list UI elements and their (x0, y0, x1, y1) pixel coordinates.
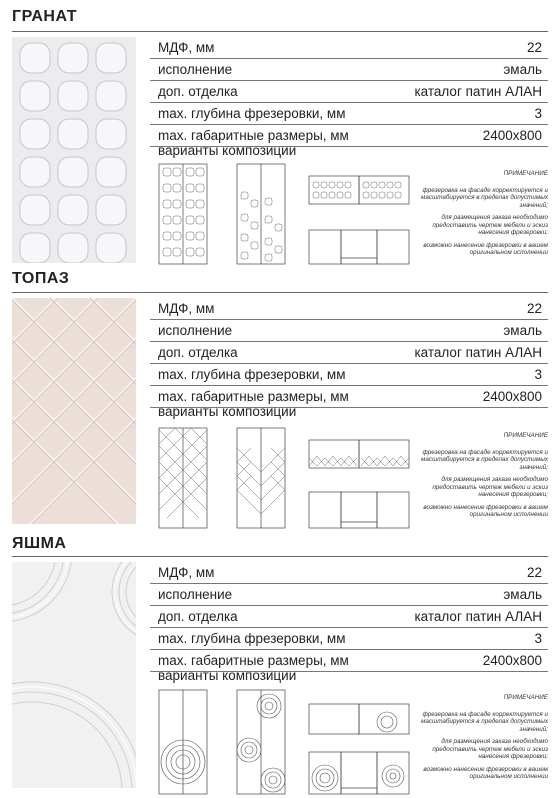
spec-row-finish (150, 584, 548, 606)
spec-label: max. габаритные размеры, мм (158, 128, 349, 143)
note-text: фрезеровка на фасаде корректируется и масштабируется в пределах допустимых значений; (421, 186, 548, 209)
spec-value: 3 (534, 106, 542, 121)
spec-row-depth (150, 628, 548, 650)
section-topaz (0, 266, 560, 532)
section-yashma (0, 532, 560, 798)
spec-label: доп. отделка (158, 609, 238, 624)
composition-title: варианты композиции (158, 668, 297, 683)
notes (410, 432, 548, 524)
divider (12, 292, 548, 293)
spec-value: 22 (526, 40, 542, 55)
spec-value: 2400x800 (482, 128, 542, 143)
spec-row-depth (150, 364, 548, 386)
composition-diagrams (155, 688, 415, 798)
note-text: возможно нанесение фрезеровки в вашем оригинальном исполнении (423, 765, 548, 780)
notes (410, 694, 548, 786)
spec-value: каталог патин АЛАН (414, 345, 542, 360)
spec-label: max. глубина фрезеровки, мм (158, 367, 346, 382)
spec-row-finish (150, 320, 548, 342)
spec-label: исполнение (158, 323, 233, 338)
spec-row-mdf (150, 562, 548, 584)
spec-row-mdf (150, 298, 548, 320)
spec-value: 22 (526, 301, 542, 316)
notes (410, 170, 548, 262)
spec-value: 2400x800 (482, 653, 542, 668)
material-swatch (12, 37, 136, 263)
spec-label: доп. отделка (158, 345, 238, 360)
spec-table (150, 562, 548, 672)
spec-value: каталог патин АЛАН (414, 84, 542, 99)
spec-value: 3 (534, 367, 542, 382)
composition-title: варианты композиции (158, 143, 297, 158)
spec-value: эмаль (503, 323, 542, 338)
spec-value: эмаль (503, 587, 542, 602)
note-text: для размещения заказа необходимо предоставить чертеж мебели и эскиз нанесения фрезеровки; (432, 476, 548, 498)
spec-label: МДФ, мм (158, 40, 215, 55)
spec-table (150, 298, 548, 408)
spec-value: эмаль (503, 62, 542, 77)
spec-label: исполнение (158, 587, 233, 602)
notes-heading: ПРИМЕЧАНИЕ (503, 432, 548, 439)
divider (12, 556, 548, 557)
section-title: ТОПАЗ (12, 270, 70, 287)
spec-row-finish (150, 59, 548, 81)
spec-row-depth (150, 103, 548, 125)
spec-label: исполнение (158, 62, 233, 77)
spec-label: МДФ, мм (158, 301, 215, 316)
divider (12, 31, 548, 32)
spec-label: доп. отделка (158, 84, 238, 99)
notes-heading: ПРИМЕЧАНИЕ (503, 170, 548, 177)
material-swatch (12, 562, 136, 788)
note-text: фрезеровка на фасаде корректируется и масштабируется в пределах допустимых значений; (421, 710, 548, 733)
section-title: ГРАНАТ (12, 8, 77, 25)
spec-table (150, 37, 548, 147)
spec-label: max. габаритные размеры, мм (158, 653, 349, 668)
spec-label: max. глубина фрезеровки, мм (158, 106, 346, 121)
spec-value: 2400x800 (482, 389, 542, 404)
section-title: ЯШМА (12, 535, 67, 552)
spec-label: max. габаритные размеры, мм (158, 389, 349, 404)
note-text: для размещения заказа необходимо предоставить чертеж мебели и эскиз нанесения фрезеровки; (432, 738, 548, 760)
note-text: для размещения заказа необходимо предоставить чертеж мебели и эскиз нанесения фрезеровки; (432, 214, 548, 236)
spec-value: 22 (526, 565, 542, 580)
spec-row-extra (150, 81, 548, 103)
note-text: возможно нанесение фрезеровки в вашем оригинальном исполнении (423, 241, 548, 256)
composition-diagrams (155, 162, 415, 266)
notes-heading: ПРИМЕЧАНИЕ (503, 694, 548, 701)
spec-row-mdf (150, 37, 548, 59)
note-text: фрезеровка на фасаде корректируется и масштабируется в пределах допустимых значений; (421, 448, 548, 471)
spec-label: МДФ, мм (158, 565, 215, 580)
note-text: возможно нанесение фрезеровки в вашем оригинальном исполнении (423, 503, 548, 518)
spec-row-extra (150, 342, 548, 364)
spec-value: 3 (534, 631, 542, 646)
composition-diagrams (155, 426, 415, 530)
spec-label: max. глубина фрезеровки, мм (158, 631, 346, 646)
section-granat (0, 0, 560, 266)
spec-row-extra (150, 606, 548, 628)
composition-title: варианты композиции (158, 404, 297, 419)
material-swatch (12, 298, 136, 524)
spec-value: каталог патин АЛАН (414, 609, 542, 624)
